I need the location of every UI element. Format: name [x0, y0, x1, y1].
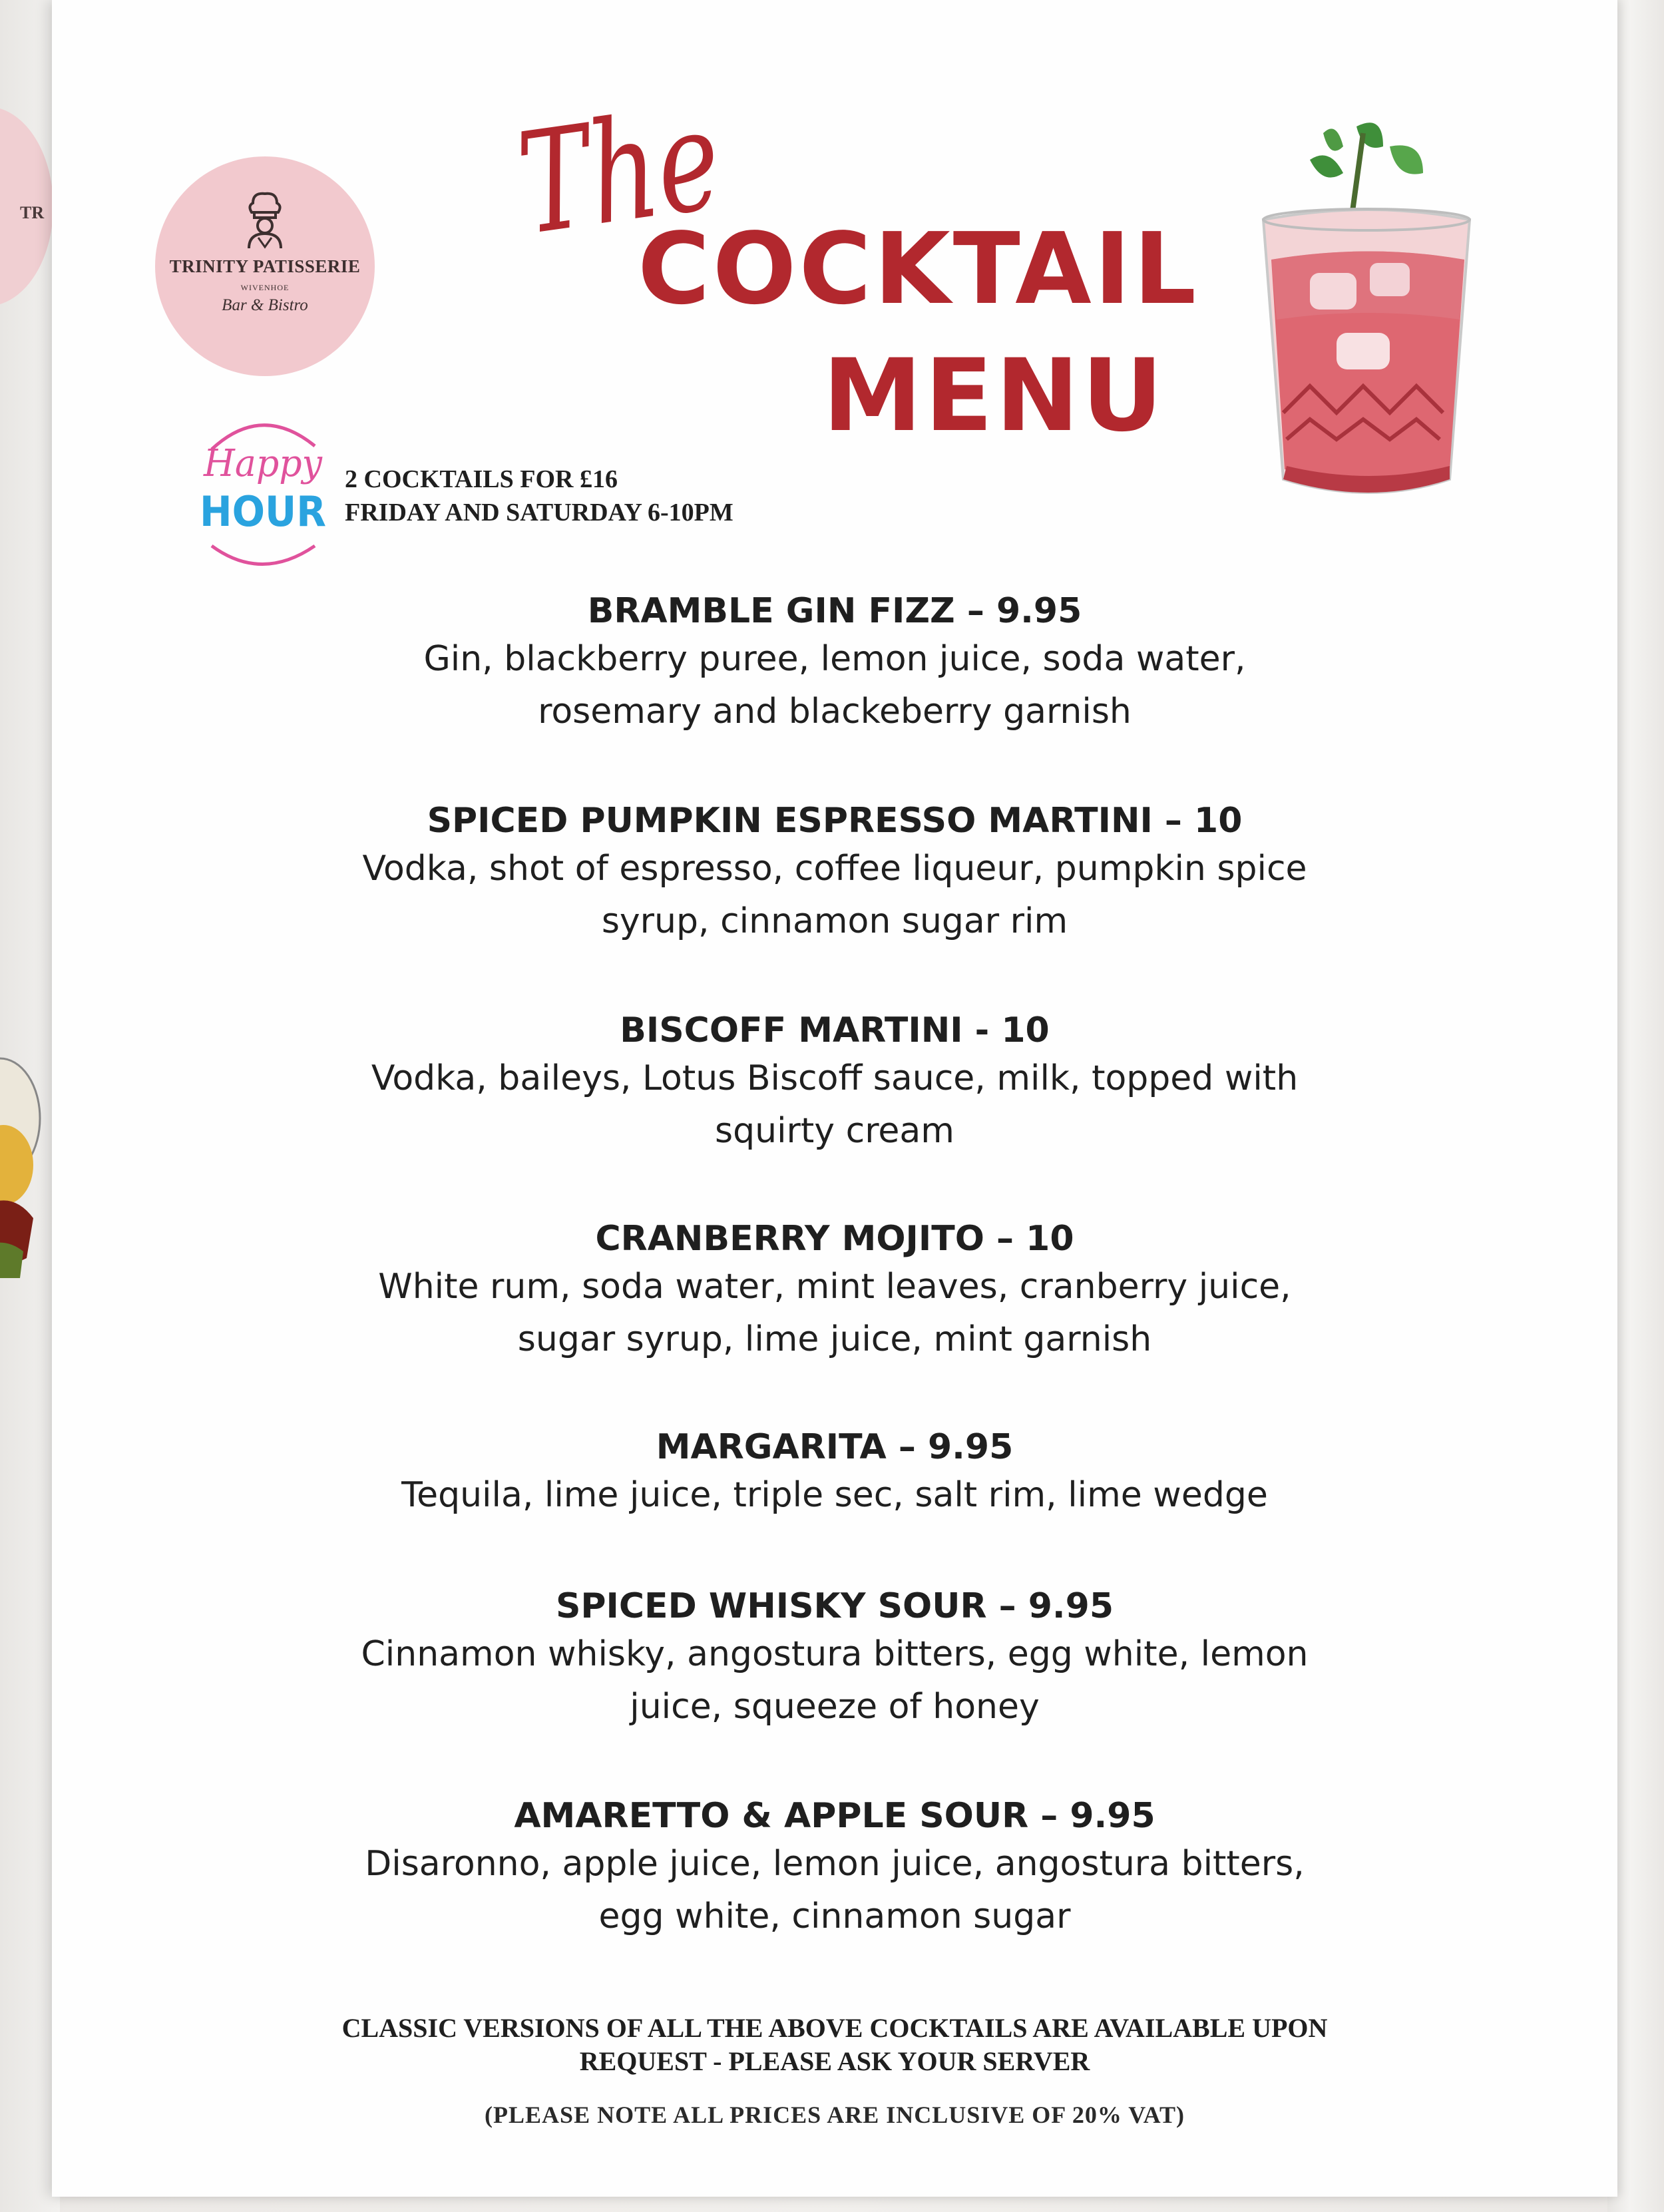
title-line-2: MENU: [823, 338, 1166, 454]
menu-item-description: Vodka, shot of espresso, coffee liqueur, pumpkin spice: [362, 849, 1307, 889]
menu-item: [52, 589, 1617, 738]
restaurant-town: WIVENHOE: [240, 283, 290, 292]
background-logo-text: TR: [20, 203, 45, 222]
menu-item-name: SPICED PUMPKIN ESPRESSO MARTINI – 10: [427, 801, 1243, 841]
menu-item-name: AMARETTO & APPLE SOUR – 9.95: [514, 1796, 1155, 1836]
background-illustration-icon: [0, 1045, 53, 1285]
menu-item: [52, 1584, 1617, 1733]
menu-item-name: BISCOFF MARTINI - 10: [620, 1010, 1050, 1050]
menu-item-description: Tequila, lime juice, triple sec, salt rim, lime wedge: [401, 1475, 1268, 1515]
menu-item-name: SPICED WHISKY SOUR – 9.95: [555, 1586, 1114, 1626]
happy-hour-times: FRIDAY AND SATURDAY 6-10PM: [345, 499, 733, 527]
classic-versions-note: CLASSIC VERSIONS OF ALL THE ABOVE COCKTAILS ARE AVAILABLE UPON: [341, 2013, 1328, 2043]
happy-hour-offer: 2 COCKTAILS FOR £16: [345, 465, 618, 493]
menu-item: [52, 799, 1617, 948]
menu-item: [52, 1425, 1617, 1522]
menu-item-description: sugar syrup, lime juice, mint garnish: [517, 1319, 1152, 1359]
menu-item-description: Vodka, baileys, Lotus Biscoff sauce, milk, topped with: [371, 1058, 1299, 1098]
menu-item-description: Disaronno, apple juice, lemon juice, angostura bitters,: [365, 1844, 1305, 1884]
restaurant-subtitle: Bar & Bistro: [222, 296, 308, 314]
menu-item-description: Cinnamon whisky, angostura bitters, egg white, lemon: [361, 1634, 1309, 1674]
menu-item-description: rosemary and blackeberry garnish: [538, 692, 1132, 732]
neon-happy-hour-badge-icon: [192, 409, 331, 576]
menu-item-description: egg white, cinnamon sugar: [598, 1896, 1071, 1936]
title-the-text: The: [509, 67, 795, 267]
menu-item-description: White rum, soda water, mint leaves, cranberry juice,: [378, 1267, 1291, 1307]
menu-item: [52, 1008, 1617, 1158]
happy-hour-script: Happy: [203, 442, 323, 485]
title-line-1: COCKTAIL: [638, 212, 1199, 326]
vat-note: (PLEASE NOTE ALL PRICES ARE INCLUSIVE OF 20% VAT): [485, 2101, 1185, 2128]
chef-icon: [238, 190, 292, 250]
menu-item-name: BRAMBLE GIN FIZZ – 9.95: [587, 591, 1082, 631]
menu-card: [52, 0, 1617, 2197]
happy-hour-word: HOUR: [200, 487, 326, 536]
menu-item-description: squirty cream: [715, 1111, 954, 1151]
restaurant-name: TRINITY PATISSERIE: [169, 256, 361, 276]
menu-item-description: syrup, cinnamon sugar rim: [601, 901, 1068, 941]
menu-item: [52, 1794, 1617, 1943]
cocktail-glass-icon: [1230, 107, 1589, 546]
menu-item-name: CRANBERRY MOJITO – 10: [595, 1219, 1074, 1259]
menu-item-description: Gin, blackberry puree, lemon juice, soda water,: [423, 639, 1246, 679]
classic-versions-note-line2: REQUEST - PLEASE ASK YOUR SERVER: [579, 2046, 1090, 2076]
menu-item: [52, 1217, 1617, 1366]
background-menu-page: [0, 0, 60, 2212]
menu-item-name: MARGARITA – 9.95: [656, 1427, 1014, 1467]
restaurant-logo: [155, 156, 375, 376]
menu-item-description: juice, squeeze of honey: [630, 1687, 1040, 1727]
